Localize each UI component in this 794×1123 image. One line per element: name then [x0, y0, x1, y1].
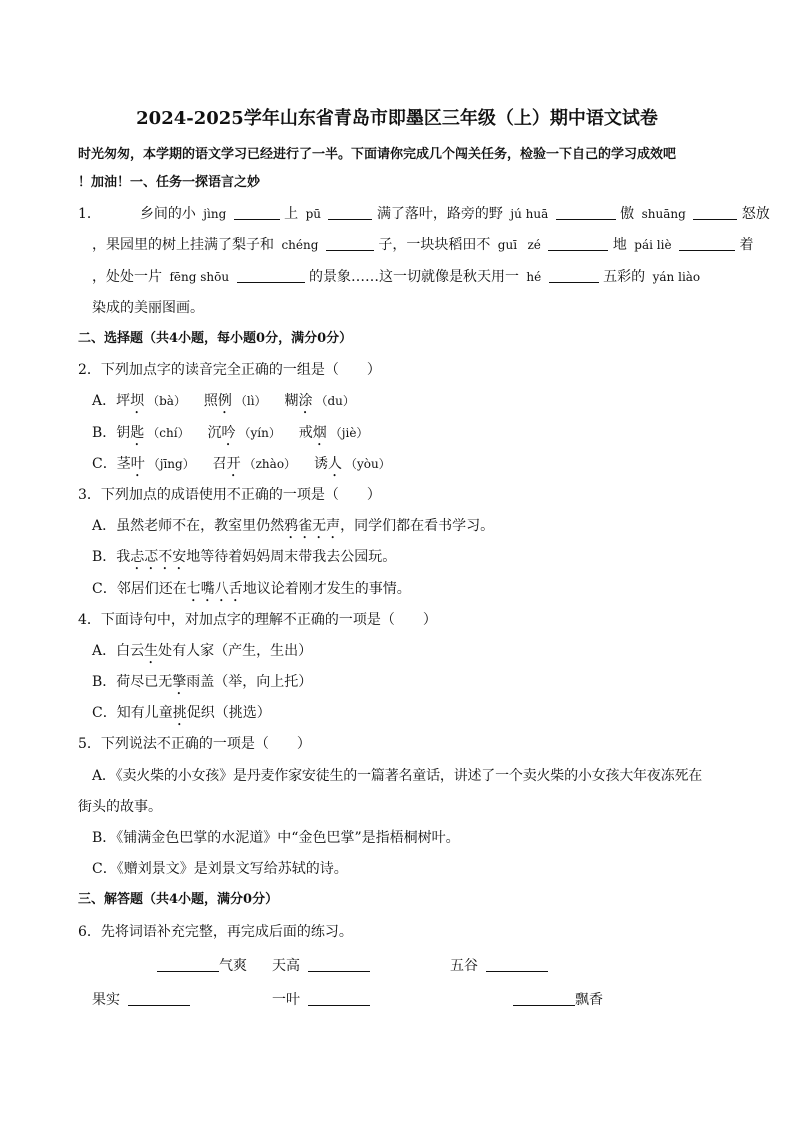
q5-option-a-continued: 街头的故事。: [78, 799, 162, 815]
q6-word-4: [92, 990, 190, 1010]
answer-blank[interactable]: [157, 957, 219, 972]
dotted-char: 烟: [312, 425, 327, 441]
q5-option-b[interactable]: B．《铺满金色巴掌的水泥道》中“金色巴掌”是指梧桐树叶。: [92, 830, 460, 846]
pinyin: （jīng）: [147, 457, 195, 471]
pinyin: （du）: [315, 394, 355, 408]
q6-word-5: [272, 990, 370, 1010]
q2-option-b[interactable]: [92, 423, 371, 449]
word-char: 沉: [207, 425, 222, 441]
word-char: 坪: [116, 393, 131, 409]
option-text: A．虽然老师不在，教室里仍然: [92, 518, 285, 534]
word-text: 飘香: [575, 992, 603, 1008]
q4-stem: 4．下面诗句中，对加点字的理解不正确的一项是（ ）: [78, 612, 437, 628]
q1-line-4: 染成的美丽图画。: [92, 300, 204, 316]
word-text: 天高: [272, 958, 300, 974]
q1-text: 地: [612, 237, 627, 253]
dotted-char: 人: [327, 456, 342, 472]
word-char: 糊: [284, 393, 299, 409]
pinyin: （lì）: [234, 394, 267, 408]
answer-blank[interactable]: [679, 236, 735, 251]
pinyin: zé: [527, 238, 541, 252]
pinyin: （bà）: [147, 394, 186, 408]
word-char: 戒: [298, 425, 313, 441]
dotted-char: 涂: [298, 393, 313, 409]
answer-blank[interactable]: [128, 991, 190, 1006]
word-char: 钥: [116, 425, 131, 441]
q1-text: ，处处一片: [92, 269, 162, 285]
word-char: 照: [203, 393, 218, 409]
q1-text: 着: [739, 237, 754, 253]
option-text: B．荷尽已无: [92, 674, 173, 690]
option-label: B．: [92, 425, 117, 441]
pinyin: guī: [497, 238, 518, 252]
pinyin: fēng shōu: [169, 270, 230, 284]
word-text: 气爽: [219, 958, 247, 974]
option-text: C．知有儿童: [92, 705, 173, 721]
pinyin: shuāng: [641, 207, 686, 221]
dotted-char: 开: [226, 456, 241, 472]
word-text: 一叶: [272, 992, 300, 1008]
word-text: 果实: [92, 992, 120, 1008]
option-text: 雨盖（举，向上托）: [186, 674, 313, 690]
section-2-heading: 二、选择题（共4小题，每小题0分，满分0分）: [78, 331, 353, 346]
q1-text: 上: [284, 206, 299, 222]
pinyin: hé: [526, 270, 542, 284]
q2-stem: 2．下列加点字的读音完全正确的一组是（ ）: [78, 362, 381, 378]
pinyin: （jiè）: [329, 426, 369, 440]
q5-option-c[interactable]: C．《赠刘景文》是刘景文写给苏轼的诗。: [92, 861, 348, 877]
exam-title: 2024-2025学年山东省青岛市即墨区三年级（上）期中语文试卷: [136, 108, 658, 129]
option-label: A．: [92, 393, 117, 409]
q1-text: 怒放: [741, 206, 770, 222]
section-3-heading: 三、解答题（共4小题，满分0分）: [78, 892, 279, 907]
pinyin: （zhào）: [243, 457, 297, 471]
q1-text: 乡间的小: [139, 206, 196, 222]
q1-text: 傲: [620, 206, 635, 222]
q3-option-a[interactable]: [92, 516, 494, 542]
q6-word-1: [157, 956, 247, 976]
dotted-idiom: 忐忑不安: [130, 549, 187, 565]
answer-blank[interactable]: [693, 205, 737, 220]
dotted-char: 匙: [130, 425, 145, 441]
answer-blank[interactable]: [513, 991, 575, 1006]
answer-blank[interactable]: [556, 205, 616, 220]
word-char: 茎: [116, 456, 131, 472]
answer-blank[interactable]: [548, 236, 608, 251]
dotted-char: 叶: [130, 456, 145, 472]
q5-option-a[interactable]: A．《卖火柴的小女孩》是丹麦作家安徒生的一篇著名童话，讲述了一个卖火柴的小女孩大年夜冻死在: [92, 768, 703, 784]
option-text: B．我: [92, 549, 131, 565]
dotted-idiom: 鸦雀无声: [284, 518, 341, 534]
q6-word-6: [513, 990, 603, 1010]
q3-option-c[interactable]: [92, 579, 411, 605]
q4-option-a[interactable]: [92, 641, 312, 667]
q3-stem: 3．下列加点的成语使用不正确的一项是（ ）: [78, 487, 381, 503]
word-char: 诱: [313, 456, 328, 472]
q6-stem: 6．先将词语补充完整，再完成后面的练习。: [78, 924, 353, 940]
answer-blank[interactable]: [326, 236, 374, 251]
answer-blank[interactable]: [237, 268, 305, 283]
dotted-char: 生: [144, 643, 159, 659]
dotted-idiom: 七嘴八舌: [186, 581, 243, 597]
pinyin: jìng: [203, 207, 227, 221]
word-text: 五谷: [450, 958, 478, 974]
answer-blank[interactable]: [308, 957, 370, 972]
q4-option-b[interactable]: [92, 672, 312, 698]
q1-number: 1．: [78, 206, 101, 222]
option-text: 处有人家（产生，生出）: [158, 643, 313, 659]
q1-text: ，果园里的树上挂满了梨子和: [92, 237, 274, 253]
word-char: 召: [212, 456, 227, 472]
option-text: C．邻居们还在: [92, 581, 187, 597]
task-heading: 一、任务一探语言之妙: [130, 175, 261, 190]
answer-blank[interactable]: [328, 205, 372, 220]
pinyin: yán liào: [652, 270, 701, 284]
q1-text: 的景象……这一切就像是秋天用一: [308, 269, 519, 285]
option-text: ，同学们都在看书学习。: [340, 518, 495, 534]
dotted-char: 吟: [221, 425, 236, 441]
answer-blank[interactable]: [486, 957, 548, 972]
q5-stem: 5．下列说法不正确的一项是（ ）: [78, 736, 311, 752]
q1-line-3: [92, 267, 703, 287]
option-text: A．白云: [92, 643, 145, 659]
pinyin: （yòu）: [344, 457, 391, 471]
q1-text: 五彩的: [603, 269, 646, 285]
q3-option-b[interactable]: [92, 547, 396, 573]
q1-line-2: [92, 235, 753, 255]
dotted-char: 擎: [172, 674, 187, 690]
pinyin: （chí）: [147, 426, 190, 440]
q4-option-c[interactable]: [92, 703, 271, 729]
q1-line-1: [78, 204, 770, 224]
answer-blank[interactable]: [234, 205, 280, 220]
option-label: C．: [92, 456, 117, 472]
option-text: 地议论着刚才发生的事情。: [242, 581, 411, 597]
pinyin: jú huā: [510, 207, 549, 221]
pinyin: pū: [305, 207, 322, 221]
option-text: 促织（挑选）: [186, 705, 271, 721]
q6-word-2: [272, 956, 370, 976]
option-text: 地等待着妈妈周末带我去公园玩。: [186, 549, 397, 565]
q1-text: 满了落叶，路旁的野: [376, 206, 503, 222]
pinyin: pái liè: [634, 238, 672, 252]
pinyin: （yín）: [238, 426, 281, 440]
intro-line-1: 时光匆匆，本学期的语文学习已经进行了一半。下面请你完成几个闯关任务，检验一下自己的学习成效吧: [78, 147, 677, 162]
intro-line-2: [78, 173, 260, 193]
pinyin: chéng: [281, 238, 319, 252]
dotted-char: 挑: [172, 705, 187, 721]
answer-blank[interactable]: [308, 991, 370, 1006]
q1-text: 子，一块块稻田不: [378, 237, 491, 253]
dotted-char: 例: [217, 393, 232, 409]
q6-word-3: [450, 956, 548, 976]
dotted-char: 坝: [130, 393, 145, 409]
intro-cheer: ！加油！: [78, 175, 131, 190]
q2-option-c[interactable]: [92, 454, 394, 480]
answer-blank[interactable]: [549, 268, 599, 283]
q2-option-a[interactable]: [92, 391, 358, 417]
